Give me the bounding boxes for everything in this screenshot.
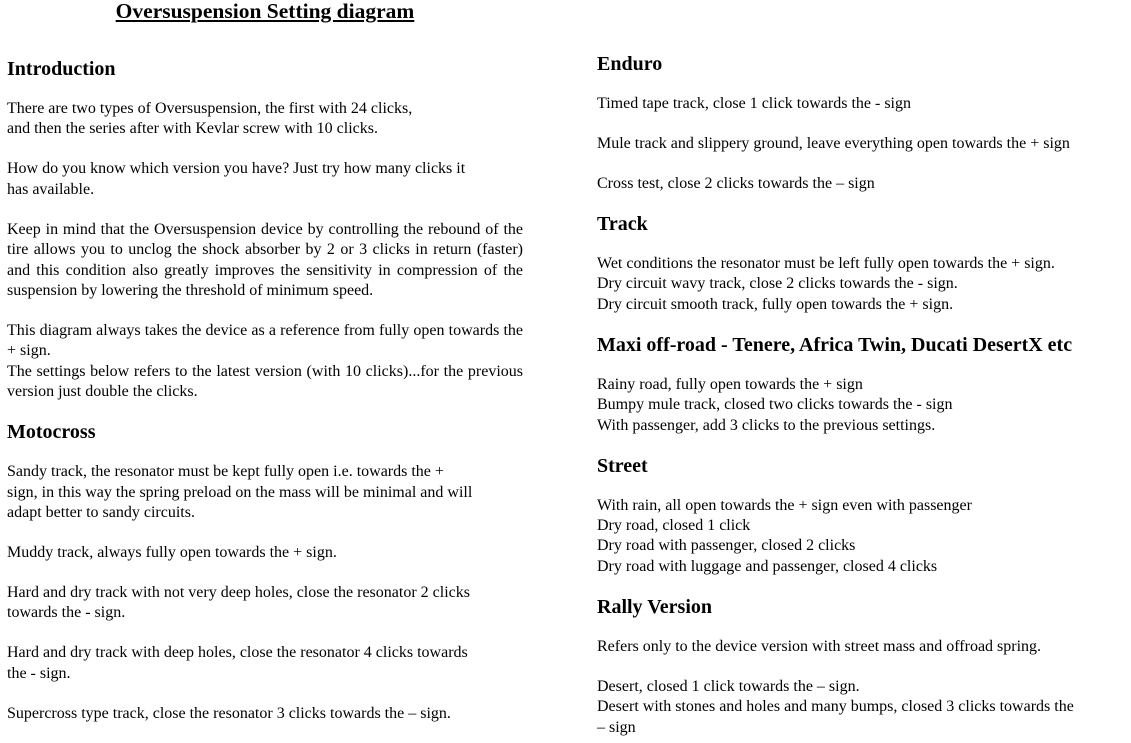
section-heading: Enduro [597, 53, 663, 75]
left-column [7, 0, 523, 724]
right-column [597, 54, 1121, 738]
paragraph: With rain, all open towards the + sign even with passenger Dry road, closed 1 click Dry road with passenger, closed 2 clicks Dry road with luggage and passenger, closed 4 clicks [597, 496, 972, 575]
paragraph: Wet conditions the resonator must be left fully open towards the + sign. Dry circuit wavy track, close 2 clicks towards the - sign. Dry circuit smooth track, fully open towards the + sign. [597, 255, 1055, 313]
paragraph: Desert, closed 1 click towards the – sign. Desert with stones and holes and many bumps, closed 3 clicks towards the – sign [597, 677, 1074, 736]
section-heading: Introduction [7, 58, 116, 80]
paragraph: Mule track and slippery ground, leave everything open towards the + sign [597, 135, 1070, 152]
paragraph: Muddy track, always fully open towards the + sign. [7, 544, 337, 562]
section-heading: Maxi off-road - Tenere, Africa Twin, Ducati DesertX etc [597, 333, 1073, 356]
paragraph: Supercross type track, close the resonator 3 clicks towards the – sign. [7, 704, 451, 722]
paragraph: Sandy track, the resonator must be kept fully open i.e. towards the + sign, in this way the spring preload on the mass will be minimal and will adapt better to sandy circuits. [7, 463, 473, 522]
paragraph: Hard and dry track with deep holes, close the resonator 4 clicks towards the - sign. [7, 644, 468, 682]
section-heading: Track [597, 213, 648, 235]
paragraph: Keep in mind that the Oversuspension device by controlling the rebound of the tire allows you to unclog the shock absorber by 2 or 3 clicks in return (faster) and this condition also greatly improves the sensitivity in compression of the suspension by lowering the threshold of minimum speed. [7, 220, 523, 300]
section-heading: Street [597, 454, 648, 477]
paragraph: Timed tape track, close 1 click towards the - sign [597, 95, 911, 112]
paragraph: Hard and dry track with not very deep holes, close the resonator 2 clicks towards the - sign. [7, 584, 470, 622]
section-heading: Rally Version [597, 595, 713, 618]
paragraph: How do you know which version you have? Just try how many clicks it has available. [7, 160, 466, 198]
paragraph: This diagram always takes the device as a reference from fully open towards the + sign. The settings below refers to the latest version (with 10 clicks)...for the previous version just double the clicks. [7, 322, 523, 401]
paragraph: Rainy road, fully open towards the + sign Bumpy mule track, closed two clicks towards the - sign With passenger, add 3 clicks to the previous settings. [597, 375, 953, 434]
section-heading: Motocross [7, 421, 96, 444]
paragraph: Cross test, close 2 clicks towards the – sign [597, 175, 875, 192]
paragraph: Refers only to the device version with street mass and offroad spring. [597, 637, 1042, 655]
paragraph: There are two types of Oversuspension, the first with 24 clicks, and then the series after with Kevlar screw with 10 clicks. [7, 100, 413, 138]
document-title: Oversuspension Setting diagram [115, 0, 415, 23]
